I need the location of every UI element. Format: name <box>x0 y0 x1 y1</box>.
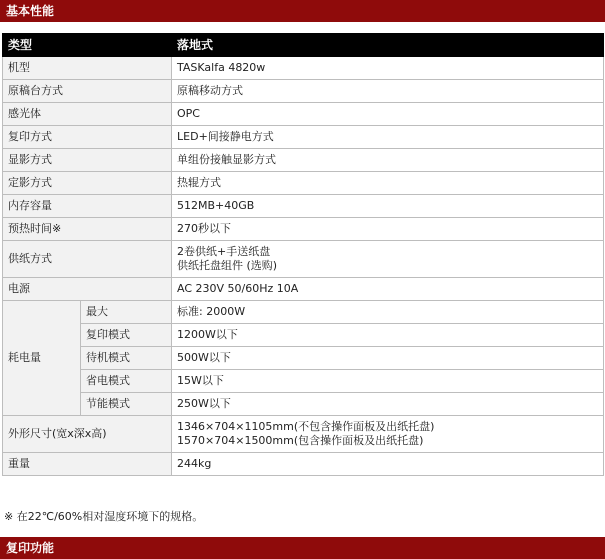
table-row <box>3 80 604 103</box>
table-row <box>3 453 604 476</box>
value-line: 1570×704×1500mm(包含操作面板及出纸托盘) <box>177 434 424 447</box>
table-row <box>3 172 604 195</box>
table-row <box>3 57 604 80</box>
row-label: 内存容量 <box>3 195 172 218</box>
table-row <box>3 324 604 347</box>
table-row <box>3 149 604 172</box>
header-floor-standing: 落地式 <box>172 34 604 57</box>
value-line: 供纸托盘组件 (选购) <box>177 259 278 272</box>
table-row <box>3 416 604 453</box>
table-row <box>3 126 604 149</box>
row-value: 270秒以下 <box>172 218 604 241</box>
table-row <box>3 195 604 218</box>
table-row <box>3 301 604 324</box>
row-label: 供纸方式 <box>3 241 172 278</box>
row-label: 机型 <box>3 57 172 80</box>
value-line: 1346×704×1105mm(不包含操作面板及出纸托盘) <box>177 420 435 433</box>
row-label: 显影方式 <box>3 149 172 172</box>
row-value: 原稿移动方式 <box>172 80 604 103</box>
power-mode-value: 1200W以下 <box>172 324 604 347</box>
row-value: LED+间接静电方式 <box>172 126 604 149</box>
power-mode-label: 复印模式 <box>81 324 172 347</box>
table-row <box>3 278 604 301</box>
power-mode-label: 节能模式 <box>81 393 172 416</box>
row-value: TASKalfa 4820w <box>172 57 604 80</box>
power-mode-value: 标准: 2000W <box>172 301 604 324</box>
row-value: 244kg <box>172 453 604 476</box>
row-label: 重量 <box>3 453 172 476</box>
table-row <box>3 103 604 126</box>
table-row <box>3 347 604 370</box>
table-row <box>3 370 604 393</box>
row-value: 512MB+40GB <box>172 195 604 218</box>
row-value: AC 230V 50/60Hz 10A <box>172 278 604 301</box>
row-label: 电源 <box>3 278 172 301</box>
header-type: 类型 <box>3 34 172 57</box>
power-mode-value: 500W以下 <box>172 347 604 370</box>
row-label: 预热时间※ <box>3 218 172 241</box>
table-row <box>3 393 604 416</box>
power-mode-value: 15W以下 <box>172 370 604 393</box>
row-value: 单组份接触显影方式 <box>172 149 604 172</box>
row-value: 热辊方式 <box>172 172 604 195</box>
row-label: 外形尺寸(宽x深x高) <box>3 416 172 453</box>
power-consumption-label: 耗电量 <box>3 301 81 416</box>
footnote: ※ 在22℃/60%相对湿度环境下的规格。 <box>4 510 204 523</box>
power-mode-label: 最大 <box>81 301 172 324</box>
section-title-copy: 复印功能 <box>0 537 605 559</box>
table-row <box>3 218 604 241</box>
row-label: 感光体 <box>3 103 172 126</box>
table-row <box>3 241 604 278</box>
spec-table <box>2 33 604 476</box>
row-label: 复印方式 <box>3 126 172 149</box>
power-mode-value: 250W以下 <box>172 393 604 416</box>
section-title-basic: 基本性能 <box>0 0 605 22</box>
power-mode-label: 省电模式 <box>81 370 172 393</box>
row-value <box>172 241 604 278</box>
row-label: 原稿台方式 <box>3 80 172 103</box>
row-value: OPC <box>172 103 604 126</box>
power-mode-label: 待机模式 <box>81 347 172 370</box>
row-label: 定影方式 <box>3 172 172 195</box>
table-header-row <box>3 34 604 57</box>
value-line: 2卷供纸+手送纸盘 <box>177 245 271 258</box>
row-value <box>172 416 604 453</box>
